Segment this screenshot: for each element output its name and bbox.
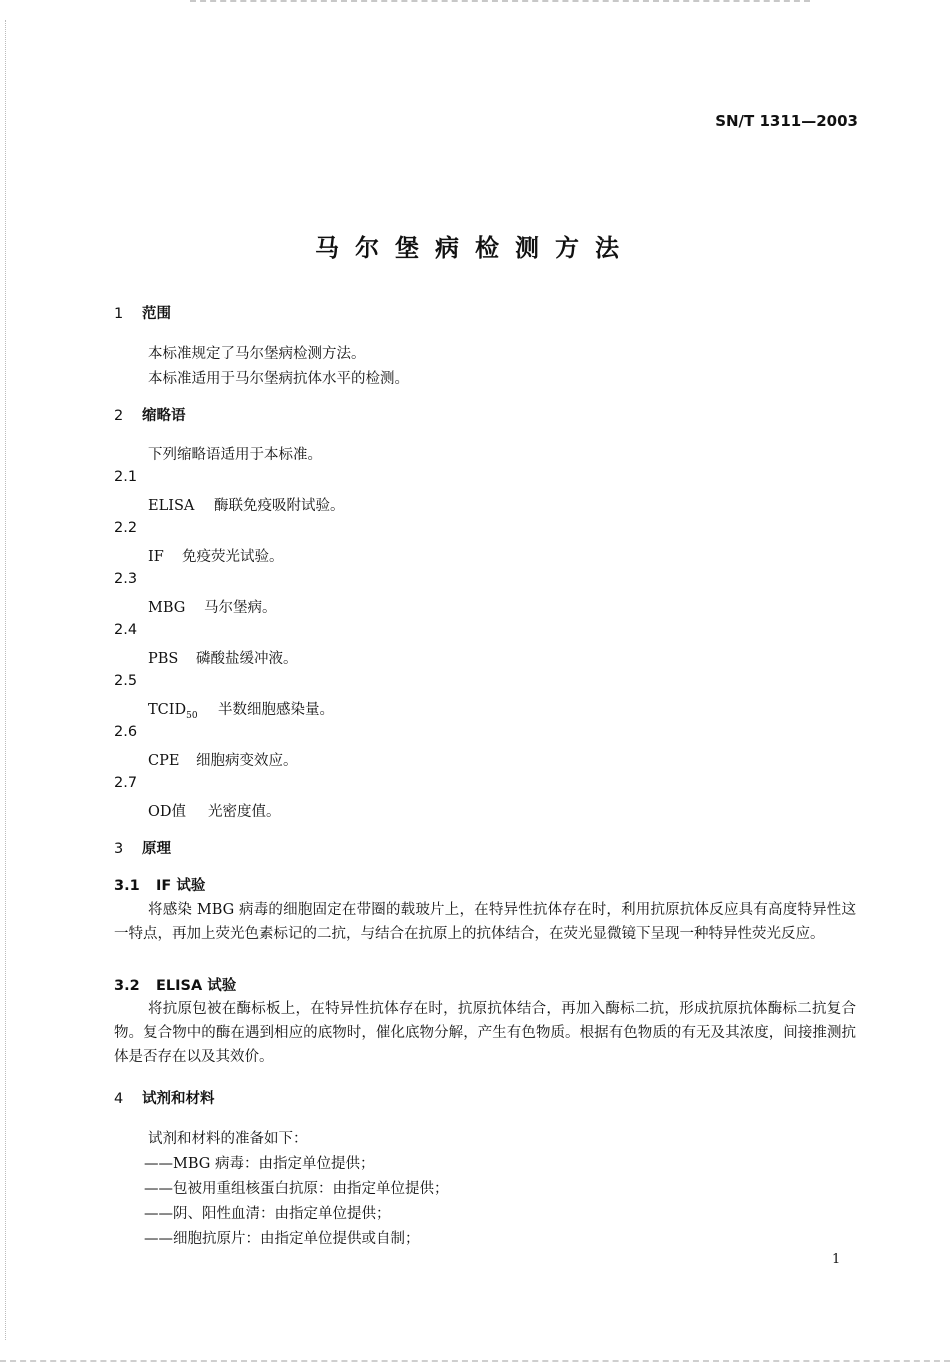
section-number: 1 <box>114 306 124 322</box>
abbr-number: 2.5 <box>114 673 138 689</box>
section-1-heading <box>114 302 171 323</box>
section-4-intro: 试剂和材料的准备如下： <box>148 1131 308 1147</box>
section-4-heading <box>114 1087 215 1108</box>
standard-code: SN/T 1311—2003 <box>715 112 858 130</box>
section-title: 试剂和材料 <box>142 1091 215 1107</box>
subsection-3-1-text: 将感染 MBG 病毒的细胞固定在带圈的载玻片上，在特异性抗体存在时，利用抗原抗体反应具有高度特异性这一特点，再加上荧光色素标记的二抗，与结合在抗原上的抗体结合，在荧光显微镜下呈现一种特异性荧光反应。 <box>114 902 856 942</box>
abbr-term: CPE <box>148 753 180 769</box>
section-2-intro: 下列缩略语适用于本标准。 <box>148 447 322 463</box>
section-number: 3 <box>114 841 124 857</box>
abbr-number: 2.4 <box>114 622 138 638</box>
abbr-term <box>148 702 218 721</box>
abbr-entry <box>148 749 298 770</box>
abbr-number: 2.6 <box>114 724 138 740</box>
abbr-definition: 马尔堡病。 <box>204 600 277 616</box>
abbr-definition: 光密度值。 <box>208 804 281 820</box>
material-list-item: ——MBG 病毒：由指定单位提供； <box>144 1156 375 1172</box>
subsection-number: 3.1 <box>114 878 140 894</box>
abbr-entry <box>148 545 284 566</box>
abbr-term-main: TCID <box>148 702 187 718</box>
document-title: 马尔堡病检测方法 <box>315 234 635 262</box>
abbr-entry <box>148 647 298 668</box>
subsection-title: ELISA 试验 <box>156 978 237 994</box>
material-list-item: ——细胞抗原片：由指定单位提供或自制； <box>144 1231 420 1247</box>
material-list-item: ——包被用重组核蛋白抗原：由指定单位提供； <box>144 1181 449 1197</box>
section-1-line-1: 本标准规定了马尔堡病检测方法。 <box>148 346 366 362</box>
abbr-term: IF <box>148 549 164 565</box>
abbr-number: 2.3 <box>114 571 138 587</box>
scan-edge-bottom <box>0 1360 950 1365</box>
abbr-entry <box>148 800 281 821</box>
abbr-definition: 免疫荧光试验。 <box>182 549 284 565</box>
abbr-entry <box>148 698 334 721</box>
abbr-definition: 酶联免疫吸附试验。 <box>214 498 345 514</box>
scan-edge-left <box>5 20 7 1340</box>
abbr-number: 2.7 <box>114 775 138 791</box>
abbr-definition: 磷酸盐缓冲液。 <box>196 651 298 667</box>
page-number: 1 <box>832 1252 841 1267</box>
section-number: 4 <box>114 1091 124 1107</box>
material-list-item: ——阴、阳性血清：由指定单位提供； <box>144 1206 391 1222</box>
abbr-definition: 细胞病变效应。 <box>196 753 298 769</box>
abbr-number: 2.2 <box>114 520 138 536</box>
abbr-term: OD值 <box>148 804 187 820</box>
abbr-number: 2.1 <box>114 469 138 485</box>
subsection-3-2-heading <box>114 974 236 995</box>
subsection-3-1-heading <box>114 874 205 895</box>
subsection-3-2-text: 将抗原包被在酶标板上，在特异性抗体存在时，抗原抗体结合，再加入酶标二抗，形成抗原抗体酶标二抗复合物。复合物中的酶在遇到相应的底物时，催化底物分解，产生有色物质。根据有色物质的有无及其浓度，间接推测抗体是否存在以及其效价。 <box>114 1001 856 1065</box>
scan-edge-top <box>190 0 810 5</box>
abbr-term: PBS <box>148 651 179 667</box>
abbr-term-subscript: 50 <box>186 710 198 721</box>
section-3-heading <box>114 837 171 858</box>
section-2-heading <box>114 404 186 425</box>
abbr-entry <box>148 596 277 617</box>
abbr-entry <box>148 494 345 515</box>
section-1-line-2: 本标准适用于马尔堡病抗体水平的检测。 <box>148 371 409 387</box>
abbr-term: ELISA <box>148 498 195 514</box>
abbr-definition: 半数细胞感染量。 <box>218 702 334 718</box>
section-number: 2 <box>114 408 124 424</box>
section-title: 范围 <box>142 306 171 322</box>
abbr-term: MBG <box>148 600 186 616</box>
section-title: 原理 <box>142 841 171 857</box>
subsection-number: 3.2 <box>114 978 140 994</box>
subsection-title: IF 试验 <box>156 878 206 894</box>
section-title: 缩略语 <box>142 408 186 424</box>
